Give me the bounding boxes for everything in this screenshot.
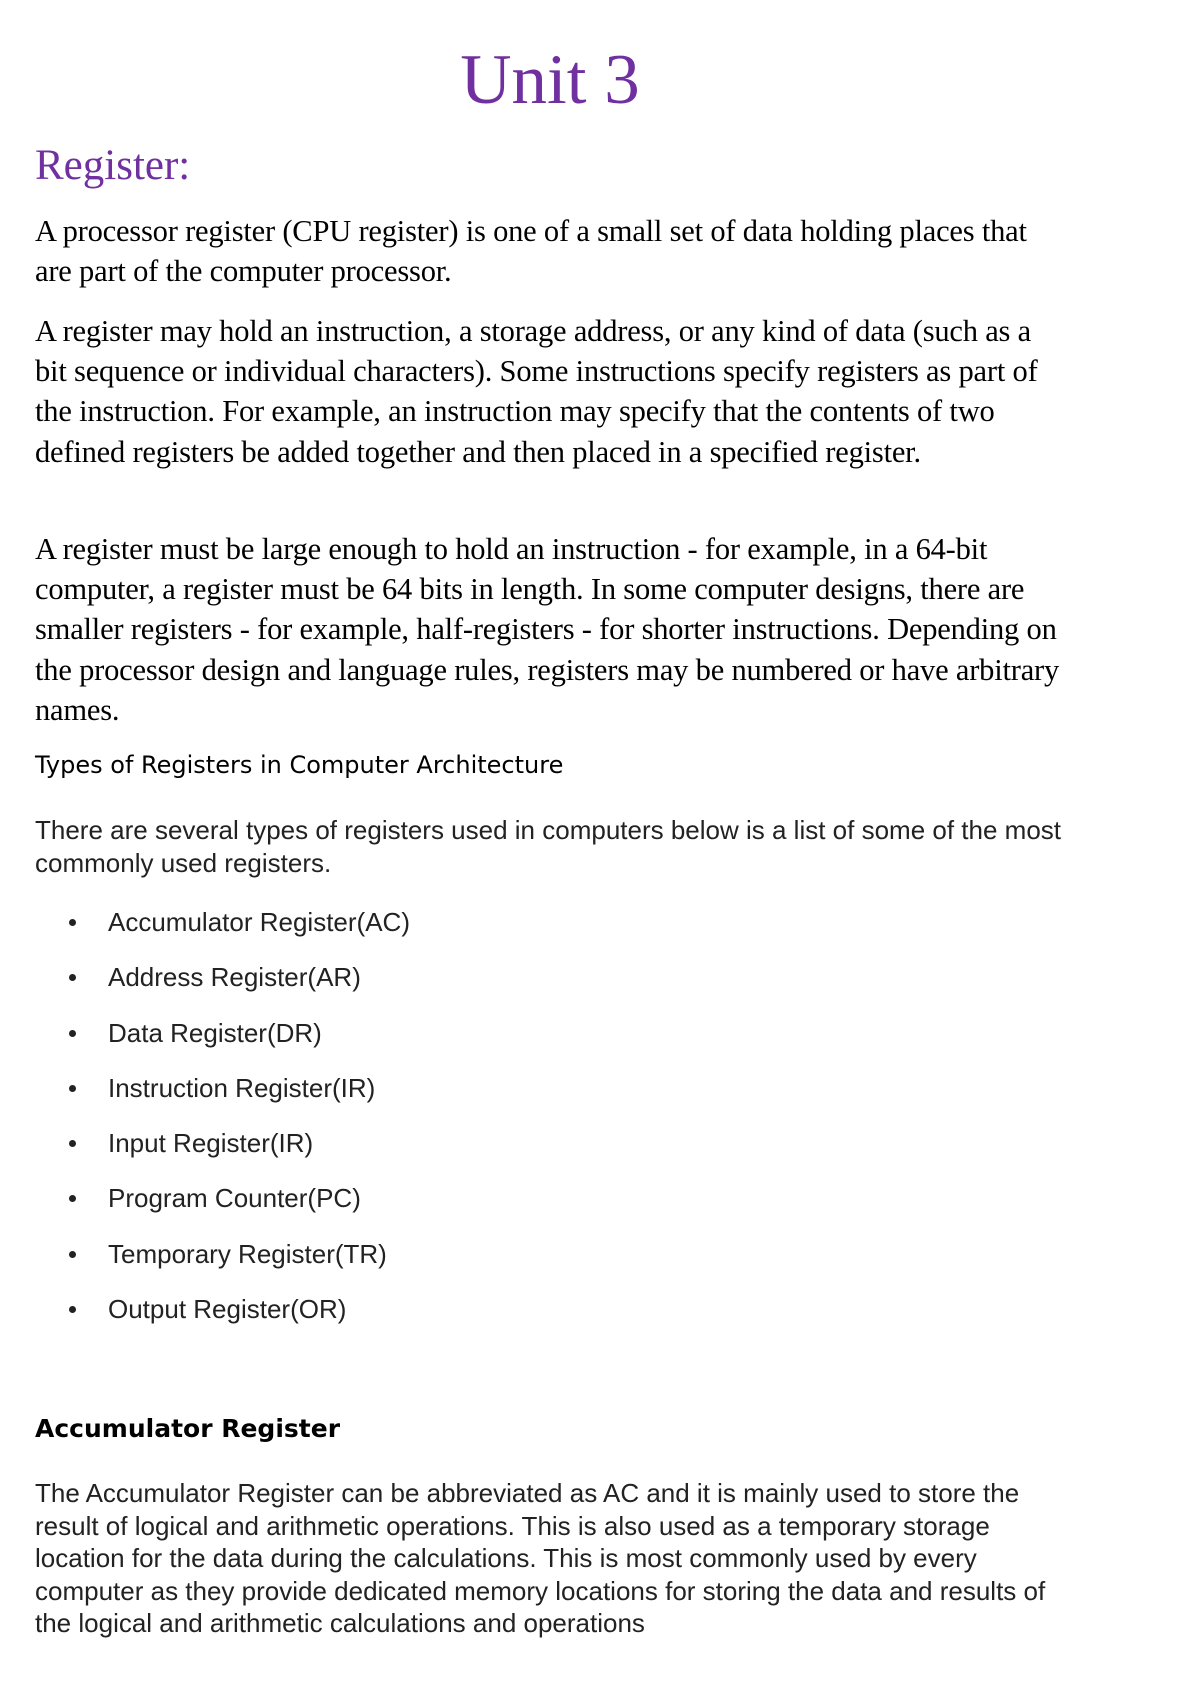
bullet-icon (69, 919, 76, 926)
types-intro-paragraph: There are several types of registers used in computers below is a list of some of the most commonly used registers. (35, 815, 1062, 878)
list-item-label: Program Counter(PC) (108, 1183, 361, 1214)
list-item-label: Data Register(DR) (108, 1017, 322, 1048)
list-item-label: Address Register(AR) (108, 962, 361, 993)
list-item-label: Instruction Register(IR) (108, 1072, 376, 1103)
bullet-icon (69, 1030, 76, 1037)
bullet-icon (69, 1306, 76, 1313)
bullet-icon (69, 1085, 76, 1092)
list-item-label: Temporary Register(TR) (108, 1238, 387, 1269)
register-definition-paragraph: A processor register (CPU register) is one of a small set of data holding places that are part of the computer processor. (35, 214, 1027, 289)
bullet-icon (69, 1195, 76, 1202)
list-item-label: Output Register(OR) (108, 1294, 347, 1325)
register-contents-paragraph: A register may hold an instruction, a storage address, or any kind of data (such as a bit sequence or individual characters). Some instructions specify registers as part of the instruction. For example, an instruction may specify that the contents of two defined registers be added together and then placed in a specified register. (35, 314, 1038, 469)
list-item-label: Input Register(IR) (108, 1128, 314, 1159)
accumulator-register-heading: Accumulator Register (35, 1414, 341, 1443)
bullet-icon (69, 974, 76, 981)
unit-title: Unit 3 (460, 41, 640, 119)
types-of-registers-heading: Types of Registers in Computer Architecture (35, 751, 564, 779)
bullet-icon (69, 1251, 76, 1258)
list-item-label: Accumulator Register(AC) (108, 907, 410, 937)
bullet-icon (69, 1140, 76, 1147)
register-size-paragraph: A register must be large enough to hold an instruction - for example, in a 64-bit computer, a register must be 64 bits in length. In some computer designs, there are smaller registers - for example, half-registers - for shorter instructions. Depending on the processor design and language rules, registers may be numbered or have arbitrary names. (35, 532, 1060, 727)
register-heading: Register: (35, 142, 191, 189)
accumulator-description-paragraph: The Accumulator Register can be abbreviated as AC and it is mainly used to store the result of logical and arithmetic operations. This is also used as a temporary storage location for the data during the calculations. This is most commonly used by every computer as they provide dedicated memory locations for storing the data and results of the logical and arithmetic calculations and operations (35, 1478, 1046, 1638)
